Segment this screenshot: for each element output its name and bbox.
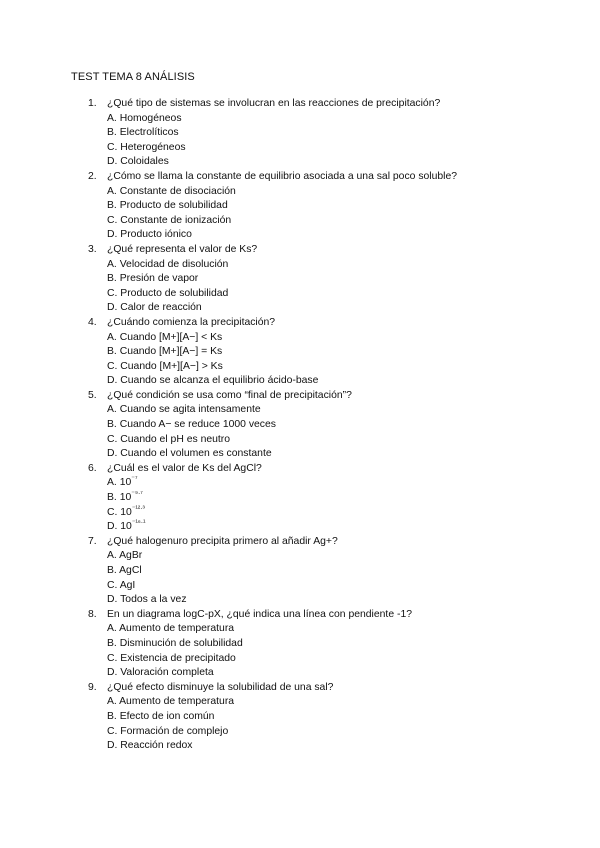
answer-option-text: B. Electrolíticos — [107, 127, 179, 139]
answer-option — [0, 199, 600, 214]
question-item — [0, 243, 600, 316]
answer-option — [0, 695, 600, 710]
question-item — [0, 97, 600, 170]
answer-option-text: D. Producto iónico — [107, 229, 192, 241]
answer-option-text: C. Cuando el pH es neutro — [107, 433, 231, 445]
answer-option — [0, 403, 600, 418]
question-number: 9. — [88, 681, 97, 693]
answer-option-text — [107, 520, 145, 535]
answer-option-text: C. Producto de solubilidad — [107, 287, 229, 299]
answer-option — [0, 126, 600, 141]
question-line — [0, 389, 600, 404]
answer-option — [0, 374, 600, 389]
answer-option-text: A. Velocidad de disolución — [107, 258, 229, 270]
answer-option-base: A. 10 — [107, 477, 132, 489]
question-line — [0, 97, 600, 112]
answer-option — [0, 228, 600, 243]
question-text: ¿Qué efecto disminuye la solubilidad de una sal? — [107, 681, 334, 693]
question-item — [0, 681, 600, 754]
answer-option — [0, 622, 600, 637]
answer-option — [0, 258, 600, 273]
answer-option-text: A. Homogéneos — [107, 112, 182, 124]
question-text: ¿Cómo se llama la constante de equilibrio asociada a una sal poco soluble? — [107, 170, 458, 182]
question-line — [0, 681, 600, 696]
question-text: ¿Cuál es el valor de Ks del AgCl? — [107, 462, 262, 474]
answer-option — [0, 564, 600, 579]
answer-option — [0, 710, 600, 725]
answer-option — [0, 666, 600, 681]
answer-option-text: C. Formación de complejo — [107, 725, 229, 737]
question-item — [0, 462, 600, 535]
answer-option — [0, 739, 600, 754]
question-item — [0, 389, 600, 462]
question-line — [0, 316, 600, 331]
answer-option — [0, 579, 600, 594]
answer-option — [0, 272, 600, 287]
answer-option-exponent: ⁻⁷ — [131, 475, 138, 483]
answer-option-text: B. Cuando [M+][A−] = Ks — [107, 346, 223, 358]
answer-option-text: B. Presión de vapor — [107, 273, 199, 285]
answer-option-text: C. Existencia de precipitado — [107, 652, 236, 664]
question-item — [0, 608, 600, 681]
question-number: 4. — [88, 316, 97, 328]
answer-option-text: A. Cuando se agita intensamente — [107, 404, 261, 416]
answer-option — [0, 418, 600, 433]
question-number: 7. — [88, 535, 97, 547]
question-line — [0, 170, 600, 185]
answer-option — [0, 360, 600, 375]
answer-option-base: C. 10 — [107, 506, 132, 518]
answer-option-base: B. 10 — [107, 492, 132, 504]
answer-option-text: D. Reacción redox — [107, 740, 193, 752]
answer-option-text: B. Cuando A− se reduce 1000 veces — [107, 419, 276, 431]
answer-option-text: D. Coloidales — [107, 156, 169, 168]
answer-option — [0, 637, 600, 652]
answer-option-exponent: ⁻¹²·³ — [131, 505, 145, 513]
answer-option — [0, 345, 600, 360]
question-line — [0, 535, 600, 550]
answer-option-text: D. Cuando el volumen es constante — [107, 448, 272, 460]
question-number: 3. — [88, 243, 97, 255]
question-number: 8. — [88, 608, 97, 620]
question-item — [0, 316, 600, 389]
answer-option-text: B. Disminución de solubilidad — [107, 637, 243, 649]
question-number: 2. — [88, 170, 97, 182]
answer-option-text: A. Constante de disociación — [107, 185, 236, 197]
question-line — [0, 608, 600, 623]
answer-option — [0, 447, 600, 462]
question-line — [0, 462, 600, 477]
answer-option — [0, 520, 600, 535]
answer-option — [0, 214, 600, 229]
answer-option-text: B. Efecto de ion común — [107, 710, 215, 722]
question-number: 1. — [88, 98, 97, 109]
answer-option — [0, 433, 600, 448]
answer-option-text: A. Cuando [M+][A−] < Ks — [107, 331, 223, 343]
question-text: ¿Qué halogenuro precipita primero al añadir Ag+? — [107, 535, 338, 547]
answer-option-text: A. AgBr — [107, 550, 143, 562]
answer-option-text: D. Todos a la vez — [107, 594, 187, 606]
question-text: En un diagrama logC-pX, ¿qué indica una línea con pendiente -1? — [107, 608, 412, 620]
answer-option — [0, 141, 600, 156]
answer-option — [0, 287, 600, 302]
answer-option — [0, 112, 600, 127]
answer-option-text: D. Calor de reacción — [107, 302, 202, 314]
answer-option — [0, 725, 600, 740]
answer-option-text — [107, 491, 143, 506]
answer-option-text: C. Constante de ionización — [107, 214, 232, 226]
answer-option-text: D. Valoración completa — [107, 667, 214, 679]
answer-option — [0, 652, 600, 667]
answer-option-text — [107, 506, 145, 521]
answer-option-text: A. Aumento de temperatura — [107, 623, 235, 635]
answer-option-text: C. AgI — [107, 579, 136, 591]
document-title: TEST TEMA 8 ANÁLISIS — [71, 71, 195, 83]
answer-option — [0, 491, 600, 506]
question-number: 6. — [88, 462, 97, 474]
question-number: 5. — [88, 389, 97, 401]
answer-option-text — [107, 476, 138, 491]
answer-option — [0, 593, 600, 608]
answer-option-text: D. Cuando se alcanza el equilibrio ácido-base — [107, 375, 319, 387]
question-list — [0, 97, 600, 754]
answer-option-text: B. AgCl — [107, 565, 142, 576]
answer-option-text: B. Producto de solubilidad — [107, 200, 228, 212]
question-text: ¿Qué condición se usa como “final de precipitación”? — [107, 389, 352, 401]
answer-option-exponent: ⁻¹⁶·¹ — [131, 519, 146, 527]
answer-option — [0, 549, 600, 564]
question-item — [0, 170, 600, 243]
answer-option-text: C. Heterogéneos — [107, 141, 186, 153]
answer-option-base: D. 10 — [107, 521, 132, 533]
answer-option — [0, 506, 600, 521]
question-text: ¿Qué representa el valor de Ks? — [107, 243, 258, 255]
answer-option-text: C. Cuando [M+][A−] > Ks — [107, 360, 223, 372]
question-text: ¿Qué tipo de sistemas se involucran en las reacciones de precipitación? — [107, 98, 441, 109]
question-item — [0, 535, 600, 608]
answer-option — [0, 185, 600, 200]
answer-option — [0, 301, 600, 316]
answer-option-exponent: ⁻⁹·⁷ — [131, 490, 143, 498]
answer-option — [0, 476, 600, 491]
question-line — [0, 243, 600, 258]
answer-option-text: A. Aumento de temperatura — [107, 696, 235, 708]
question-text: ¿Cuándo comienza la precipitación? — [107, 316, 276, 328]
answer-option — [0, 331, 600, 346]
answer-option — [0, 155, 600, 170]
